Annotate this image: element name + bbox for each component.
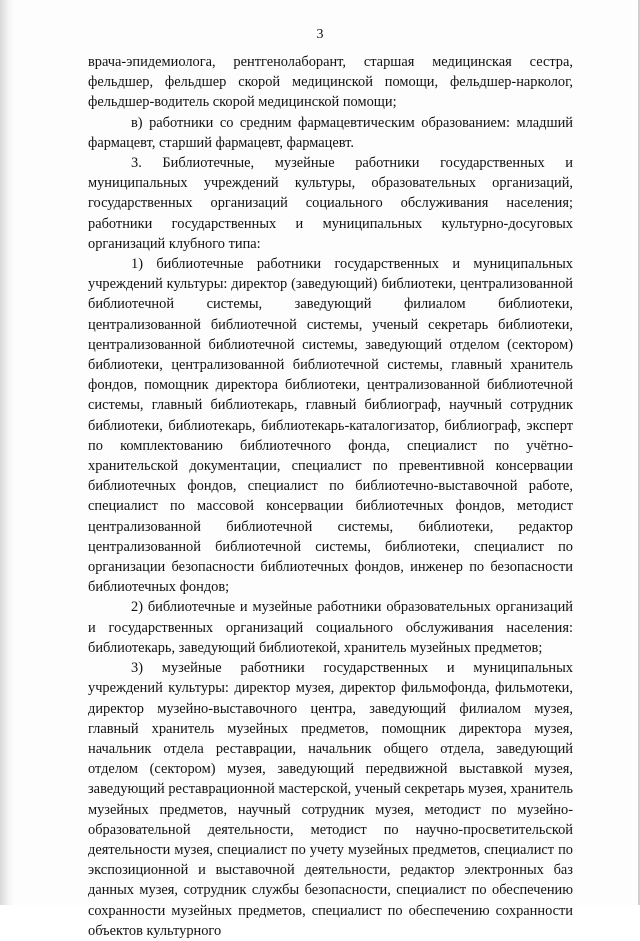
paragraph: 1) библиотечные работники государственных и муниципальных учреждений культуры: директор (заведующий) библиотеки, централизованной библиотечной системы, заведующий филиалом библиотеки, централизованной библиотечной системы, ученый секретарь библиотеки, централизованной библиотечной системы, заведующий отделом (сектором) библиотеки, централизованной библиотечной системы, главный хранитель фондов, помощник директора библиотеки, централизованной библиотечной системы, главный библиотекарь, главный библиограф, научный сотрудник библиотеки, библиотекарь, библиотекарь-каталогизатор, библиограф, эксперт по комплектованию библиотечного фонда, специалист по учётно-хранительской документации, специалист по превентивной консервации библиотечных фондов, специалист по библиотечно-выставочной работе, специалист по массовой консервации библиотечных фондов, методист централизованной библиотечной системы, библиотеки, редактор централизованной библиотечной системы, библиотеки, специалист по организации безопасности библиотечных фондов, инженер по безопасности библиотечных фондов;	[88, 256, 573, 596]
page-number: 3	[316, 27, 324, 42]
paragraph: 3. Библиотечные, музейные работники государственных и муниципальных учреждений культуры, образовательных организаций, государственных организаций социального обслуживания населения; работники государственных и муниципальных культурно-досуговых организаций клубного типа:	[88, 155, 573, 252]
scan-left-edge	[0, 0, 14, 905]
document-body	[88, 52, 573, 941]
paragraph: в) работники со средним фармацевтическим образованием: младший фармацевт, старший фармацевт, фармацевт.	[88, 114, 573, 151]
paragraph: врача-эпидемиолога, рентгенолаборант, старшая медицинская сестра, фельдшер, фельдшер скорой медицинской помощи, фельдшер-нарколог, фельдшер-водитель скорой медицинской помощи;	[88, 54, 573, 111]
paragraph: 3) музейные работники государственных и муниципальных учреждений культуры: директор музея, директор фильмофонда, фильмотеки, директор музейно-выставочного центра, заведующий филиалом музея, главный хранитель музейных предметов, помощник директора музея, начальник отдела реставрации, начальник общего отдела, заведующий отделом (сектором) музея, заведующий передвижной выставкой музея, заведующий реставрационной мастерской, ученый секретарь музея, хранитель музейных предметов, научный сотрудник музея, методист по музейно-образовательной деятельности, методист по научно-просветительской деятельности музея, специалист по учету музейных предметов, специалист по экспозиционной и выставочной деятельности, редактор электронных баз данных музея, сотрудник службы безопасности, специалист по обеспечению сохранности музейных предметов, специалист по обеспечению сохранности объектов культурного	[88, 660, 573, 939]
paragraph: 2) библиотечные и музейные работники образовательных организаций и государственных организаций социального обслуживания населения: библиотекарь, заведующий библиотекой, хранитель музейных предметов;	[88, 599, 573, 656]
